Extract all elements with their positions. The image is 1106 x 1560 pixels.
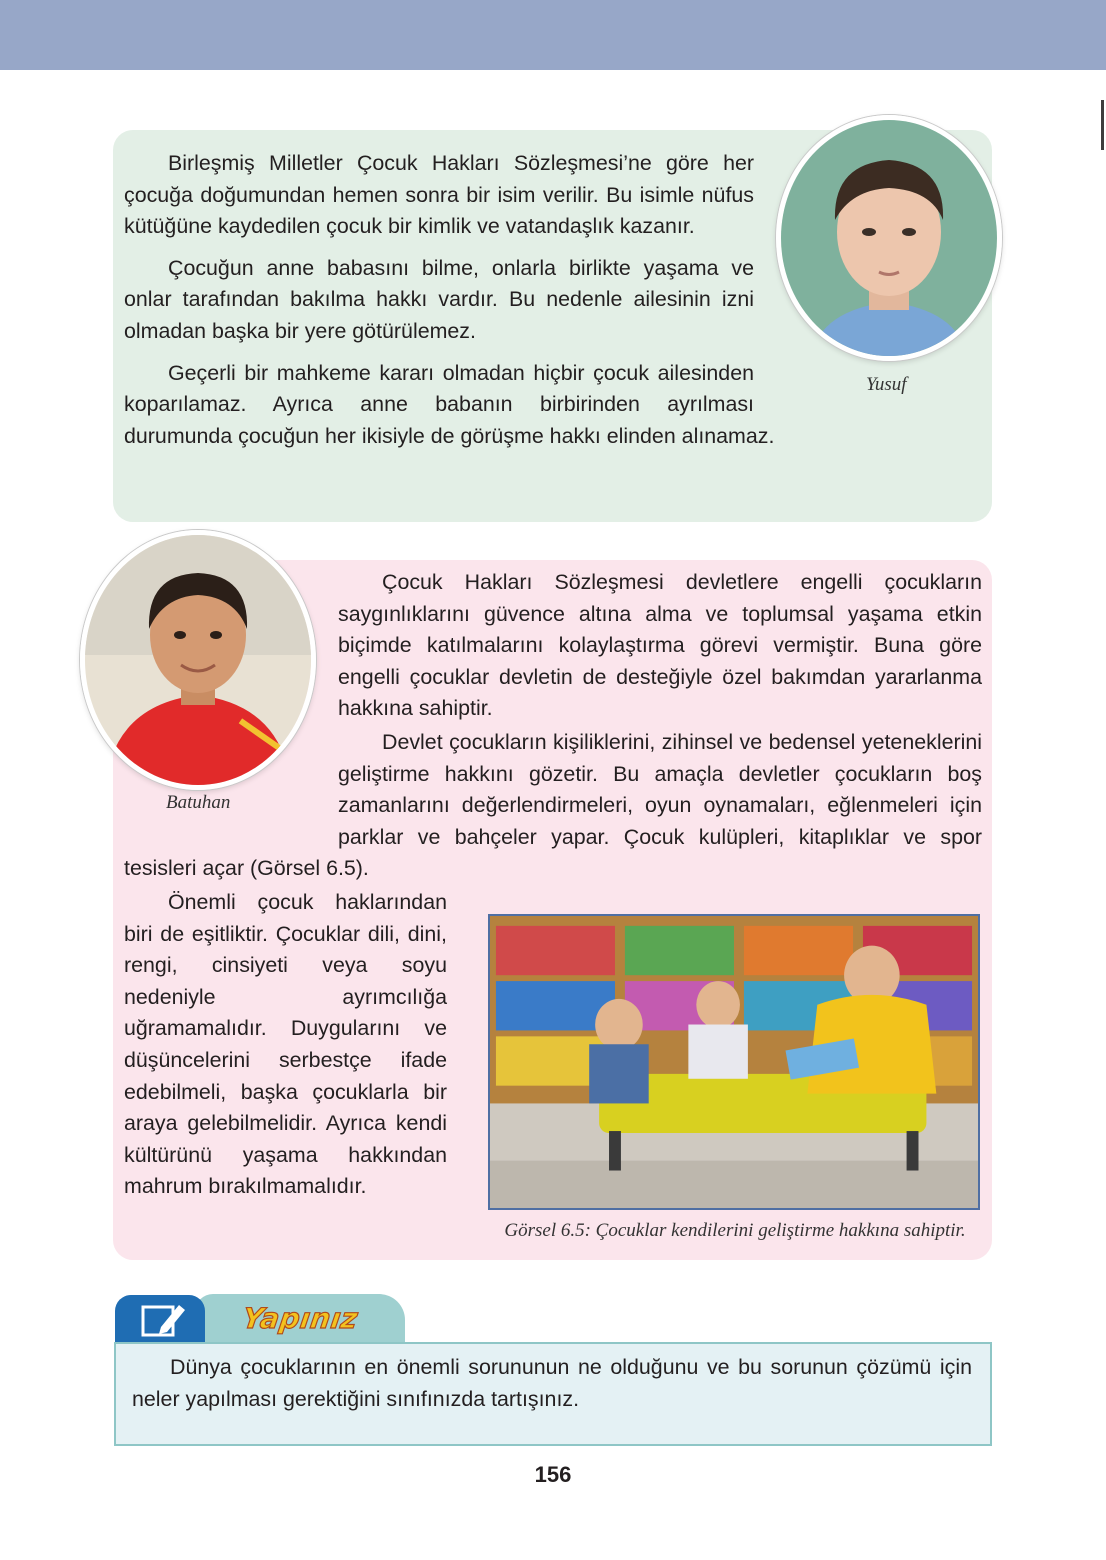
figure-caption: Görsel 6.5: Çocuklar kendilerini geliştirme hakkına sahiptir. (504, 1220, 966, 1241)
pink-paragraph-1: Çocuk Hakları Sözleşmesi devletlere engelli çocukların saygınlıklarını güvence altına alma ve toplumsal yaşama etkin biçimde katılmalarını kolaylaştırma görevi vermiştir. Buna göre engelli çocuklar devletin de desteğiyle özel bakımdan yararlanma hakkına sahiptir. (338, 570, 982, 721)
batuhan-caption: Batuhan (166, 792, 231, 813)
yusuf-photo (776, 115, 1002, 361)
batuhan-photo (80, 530, 316, 790)
activity-text: Dünya çocuklarının en önemli sorununun ne olduğunu ve bu sorunun çözümü için neler yapılması gerektiğini sınıfınızda tartışınız. (132, 1355, 972, 1411)
activity-title: Yapınız (240, 1302, 361, 1335)
activity-icon-tab (115, 1295, 205, 1343)
green-paragraph-1: Birleşmiş Milletler Çocuk Hakları Sözleşmesi’ne göre her çocuğa doğumundan hemen sonra bir isim verilir. Bu isimle nüfus kütüğüne kaydedilen çocuk bir kimlik ve vatandaşlık kazanır. (124, 151, 754, 239)
activity-text-block (132, 1352, 972, 1425)
green-paragraph-2: Çocuğun anne babasını bilme, onlarla birlikte yaşama ve onlar tarafından bakılma hakkı vardır. Bu nedenle ailesinin izni olmadan başka bir yere götürülemez. (124, 255, 754, 343)
page-number: 156 (534, 1462, 572, 1487)
pink-paragraph-2: Devlet çocukların kişiliklerini, zihinsel ve bedensel yeteneklerini geliştirme hakkını gözetir. Bu amaçla devletler çocukların boş zamanlarını değerlendirmeleri, oyun oynamaları, eğlenmeleri için parklar ve bahçeler yapar. Çocuk kulüpleri, kitaplıklar ve spor tesisleri açar (Görsel 6.5). (124, 729, 982, 881)
page-edge-marker (1101, 100, 1104, 150)
pencil-note-icon (115, 1295, 205, 1343)
yusuf-caption: Yusuf (866, 374, 907, 395)
green-paragraph-3: Geçerli bir mahkeme kararı olmadan hiçbir çocuk ailesinden koparılamaz. Ayrıca anne babanın birbirinden ayrılması durumunda çocuğun her ikisiyle de görüşme hakkı elinden alınamaz. (124, 360, 775, 448)
library-photo (488, 914, 980, 1210)
pink-paragraph-3: Önemli çocuk haklarından biri de eşitliktir. Çocuklar dili, dini, rengi, cinsiyeti veya soyu nedeniyle ayrımcılığa uğramamalıdır. Duygularını ve düşüncelerini serbestçe ifade edebilmeli, başka çocuklarla bir araya gelebilmelidir. Ayrıca kendi kültürünü yaşama hakkından mahrum bırakılmamalıdır. (124, 889, 447, 1199)
header-band (0, 0, 1106, 70)
